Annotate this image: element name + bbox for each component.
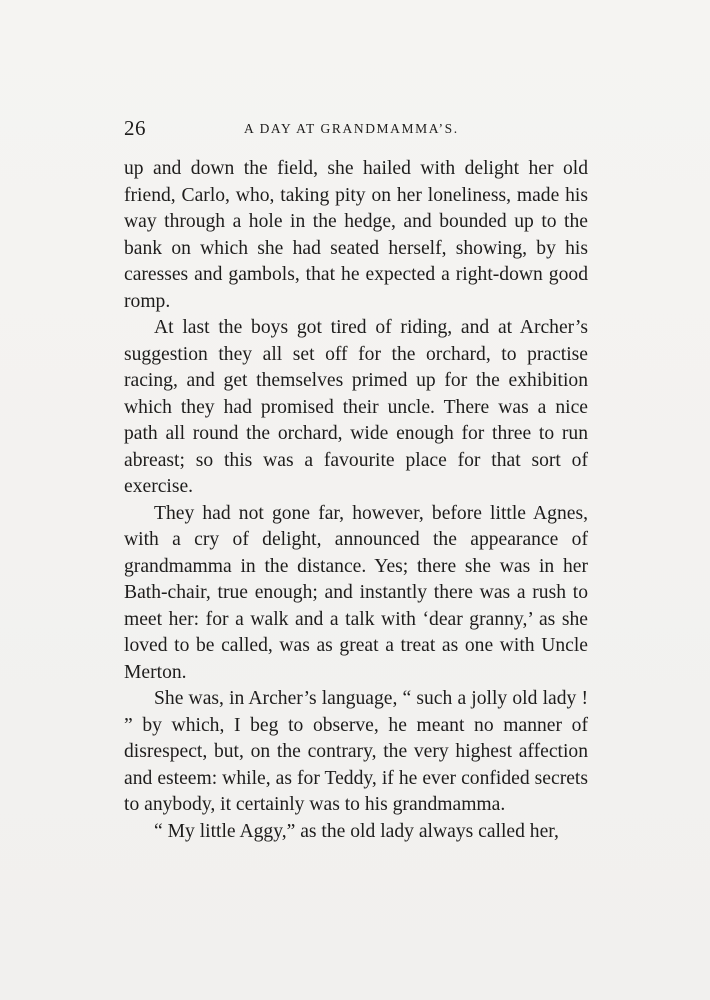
paragraph-5: “ My little Aggy,” as the old lady always called her,	[154, 820, 559, 842]
page-header	[124, 116, 588, 140]
page-number: 26	[124, 116, 146, 140]
paragraph-4: She was, in Archer’s language, “ such a jolly old lady ! ” by which, I beg to observe, he meant no manner of disrespect, but, on the contrary, the very highest affection and esteem: while, as for Teddy, if he ever confided secrets to anybody, it certainly was to his grandmamma.	[124, 688, 588, 815]
paragraph-3: They had not gone far, however, before little Agnes, with a cry of delight, announced the appearance of grandmamma in the distance. Yes; there she was in her Bath-chair, true enough; and instantly there was a rush to meet her: for a walk and a talk with ‘dear granny,’ as she loved to be called, was as great a treat as one with Uncle Merton.	[124, 502, 588, 683]
body-text	[124, 156, 588, 845]
paragraph-1: up and down the field, she hailed with delight her old friend, Carlo, who, taking pity on her loneliness, made his way through a hole in the hedge, and bounded up to the bank on which she had seated herself, showing, by his caresses and gambols, that he expected a right-down good romp.	[124, 158, 588, 312]
running-head: A DAY AT GRANDMAMMA’S.	[244, 121, 459, 136]
paragraph-2: At last the boys got tired of riding, and at Archer’s suggestion they all set off for the orchard, to practise racing, and get themselves primed up for the exhibition which they had promised their uncle. There was a nice path all round the orchard, wide enough for three to run abreast; so this was a favourite place for that sort of exercise.	[124, 317, 588, 497]
